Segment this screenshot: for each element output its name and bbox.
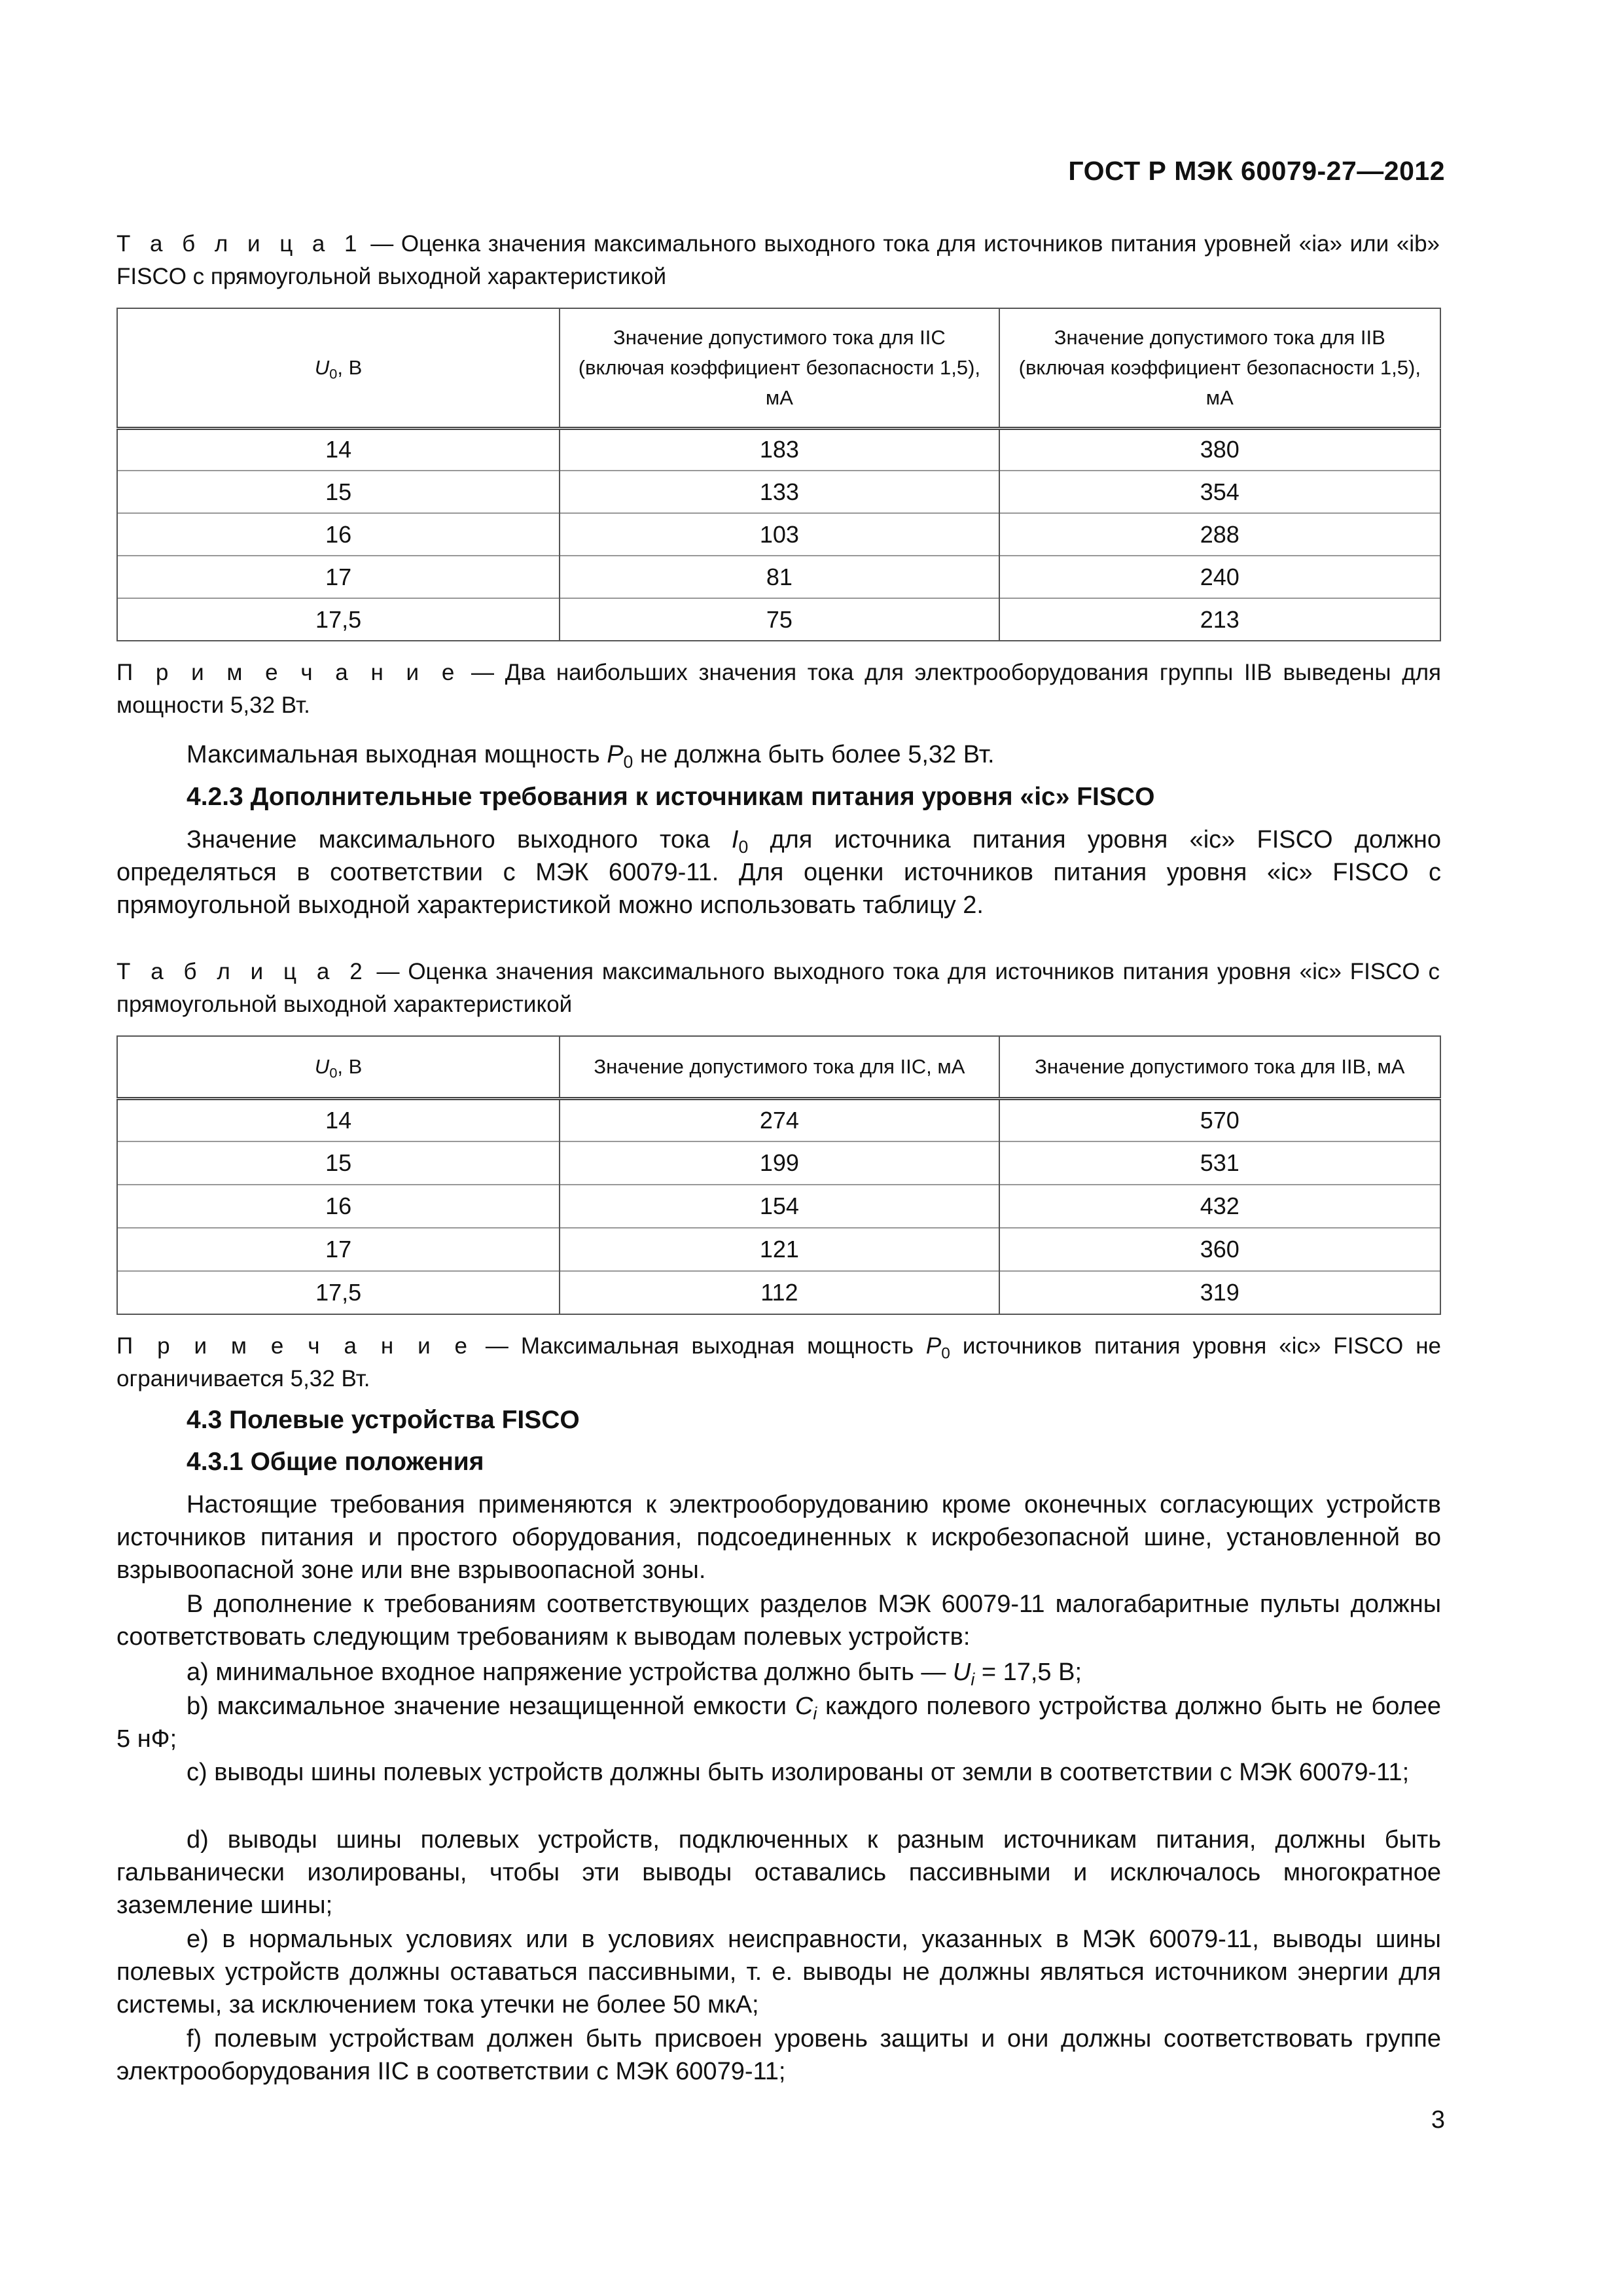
list-item-c: c) выводы шины полевых устройств должны быть изолированы от земли в соответствии с МЭК 60079-11; bbox=[187, 1759, 1410, 1786]
table1-row bbox=[117, 513, 1440, 556]
table1-note-label: П р и м е ч а н и е bbox=[116, 660, 461, 685]
table2-header-voltage: $U_0$, В bbox=[117, 1036, 560, 1098]
table1-cell-current-iib: 354 bbox=[999, 471, 1440, 513]
table1-header-voltage: $U_0$, В bbox=[117, 308, 560, 428]
table2-cell-current-iib: 432 bbox=[999, 1185, 1440, 1228]
list-item-a: а) минимальное входное напряжение устройства должно быть — $U_i = 17,5$ В; bbox=[187, 1659, 1082, 1689]
table1-row bbox=[117, 428, 1440, 471]
table1-cell-voltage: 15 bbox=[117, 471, 560, 513]
table1-caption bbox=[116, 228, 1440, 293]
list-item-f: f) полевым устройствам должен быть присвоен уровень защиты и они должны соответствовать группе электрооборудования IIC в соответствии с МЭК 60079-11; bbox=[116, 2025, 1441, 2085]
table2-cell-voltage: 17,5 bbox=[117, 1271, 560, 1314]
list-item-d: d) выводы шины полевых устройств, подключенных к разным источникам питания, должны быть гальванически изолированы, чтобы эти выводы оставались пассивными и исключалось многократное заземление шины; bbox=[116, 1826, 1441, 1919]
table1-cell-voltage: 14 bbox=[117, 428, 560, 471]
page-number: 3 bbox=[1431, 2106, 1445, 2134]
table1-body bbox=[117, 428, 1440, 641]
table2-cell-current-iic: 112 bbox=[560, 1271, 999, 1314]
table1-cell-voltage: 16 bbox=[117, 513, 560, 556]
para-max-power: Максимальная выходная мощность $P_0$ не должна быть более 5,32 Вт. bbox=[187, 741, 995, 772]
para-requirements-scope: Настоящие требования применяются к электрооборудованию кроме оконечных согласующих устройств источников питания и простого оборудования, подсоединенных к искробезопасной шине, установленной во взрывоопасной зоне или вне взрывоопасной зоны. bbox=[116, 1491, 1441, 1584]
table2-cell-current-iic: 274 bbox=[560, 1098, 999, 1141]
list-item-e: e) в нормальных условиях или в условиях неисправности, указанных в МЭК 60079-11, выводы шины полевых устройств должны оставаться пассивными, т. е. выводы не должны являться источником энергии для системы, за исключением тока утечки не более 50 мкА; bbox=[116, 1926, 1441, 2018]
table2-cell-voltage: 14 bbox=[117, 1098, 560, 1141]
table2-cell-current-iic: 121 bbox=[560, 1228, 999, 1271]
section-4-3-1-heading: 4.3.1 Общие положения bbox=[187, 1448, 484, 1476]
table2-caption-label: Т а б л и ц а 2 bbox=[116, 959, 368, 984]
list-item-b: b) максимальное значение незащищенной емкости $C_i$ каждого полевого устройства должно быть не более 5 нФ; bbox=[116, 1693, 1441, 1753]
table1-row bbox=[117, 471, 1440, 513]
table1-cell-current-iic: 103 bbox=[560, 513, 999, 556]
table2-cell-current-iib: 570 bbox=[999, 1098, 1440, 1141]
table1-note-text: — Два наибольших значения тока для электрооборудования группы IIB выведены для мощности 5,32 Вт. bbox=[116, 660, 1442, 718]
table1-cell-voltage: 17,5 bbox=[117, 598, 560, 641]
table2-row bbox=[117, 1271, 1440, 1314]
table2-row bbox=[117, 1098, 1440, 1141]
table2-cell-voltage: 15 bbox=[117, 1141, 560, 1185]
table2-cell-current-iic: 199 bbox=[560, 1141, 999, 1185]
table1-header-iic: Значение допустимого тока для IIC (включая коэффициент безопасности 1,5), мА bbox=[560, 308, 999, 428]
table2-cell-current-iic: 154 bbox=[560, 1185, 999, 1228]
table2-row bbox=[117, 1141, 1440, 1185]
para-4-2-3: Значение максимального выходного тока $I_0$ для источника питания уровня «ic» FISCO должно определяться в соответствии с МЭК 60079-11. Для оценки источников питания уровня «ic» FISCO с прямоугольной выходной характеристикой можно использовать таблицу 2. bbox=[116, 826, 1441, 919]
table1-cell-current-iic: 81 bbox=[560, 556, 999, 598]
table-1 bbox=[116, 308, 1441, 641]
document-header: ГОСТ Р МЭК 60079-27—2012 bbox=[1068, 156, 1445, 186]
table2-cell-current-iib: 531 bbox=[999, 1141, 1440, 1185]
para-additional-requirements: В дополнение к требованиям соответствующих разделов МЭК 60079-11 малогабаритные пульты должны соответствовать следующим требованиям к выводам полевых устройств: bbox=[116, 1590, 1441, 1651]
table2-row bbox=[117, 1185, 1440, 1228]
table2-caption bbox=[116, 956, 1440, 1021]
section-4-3-heading: 4.3 Полевые устройства FISCO bbox=[187, 1406, 580, 1434]
table1-note bbox=[116, 656, 1441, 722]
table-2 bbox=[116, 1035, 1441, 1315]
table2-cell-voltage: 17 bbox=[117, 1228, 560, 1271]
table1-cell-current-iib: 288 bbox=[999, 513, 1440, 556]
table1-cell-voltage: 17 bbox=[117, 556, 560, 598]
table1-cell-current-iic: 183 bbox=[560, 428, 999, 471]
table2-header-iib: Значение допустимого тока для IIB, мА bbox=[999, 1036, 1440, 1098]
table1-caption-label: Т а б л и ц а 1 bbox=[116, 231, 363, 257]
table2-note: П р и м е ч а н и е — Максимальная выходная мощность $P_0$ источников питания уровня «ic» FISCO не ограничивается 5,32 Вт. bbox=[116, 1333, 1441, 1391]
table1-caption-text: — Оценка значения максимального выходного тока для источников питания уровней «ia» или «ib» FISCO с прямоугольной выходной характеристикой bbox=[116, 231, 1440, 289]
table2-note-label: П р и м е ч а н и е bbox=[116, 1333, 474, 1359]
table1-cell-current-iic: 133 bbox=[560, 471, 999, 513]
table1-cell-current-iib: 240 bbox=[999, 556, 1440, 598]
table2-body bbox=[117, 1098, 1440, 1314]
table1-row bbox=[117, 598, 1440, 641]
table1-cell-current-iic: 75 bbox=[560, 598, 999, 641]
table2-cell-current-iib: 319 bbox=[999, 1271, 1440, 1314]
table2-header-iic: Значение допустимого тока для IIC, мА bbox=[560, 1036, 999, 1098]
table2-cell-current-iib: 360 bbox=[999, 1228, 1440, 1271]
table2-cell-voltage: 16 bbox=[117, 1185, 560, 1228]
table1-header-iib: Значение допустимого тока для IIB (включая коэффициент безопасности 1,5), мА bbox=[999, 308, 1440, 428]
table1-cell-current-iib: 380 bbox=[999, 428, 1440, 471]
table2-row bbox=[117, 1228, 1440, 1271]
table2-caption-text: — Оценка значения максимального выходного тока для источников питания уровня «ic» FISCO с прямоугольной выходной характеристикой bbox=[116, 959, 1440, 1017]
table1-row bbox=[117, 556, 1440, 598]
table1-cell-current-iib: 213 bbox=[999, 598, 1440, 641]
section-4-2-3-heading: 4.2.3 Дополнительные требования к источникам питания уровня «ic» FISCO bbox=[187, 783, 1155, 811]
